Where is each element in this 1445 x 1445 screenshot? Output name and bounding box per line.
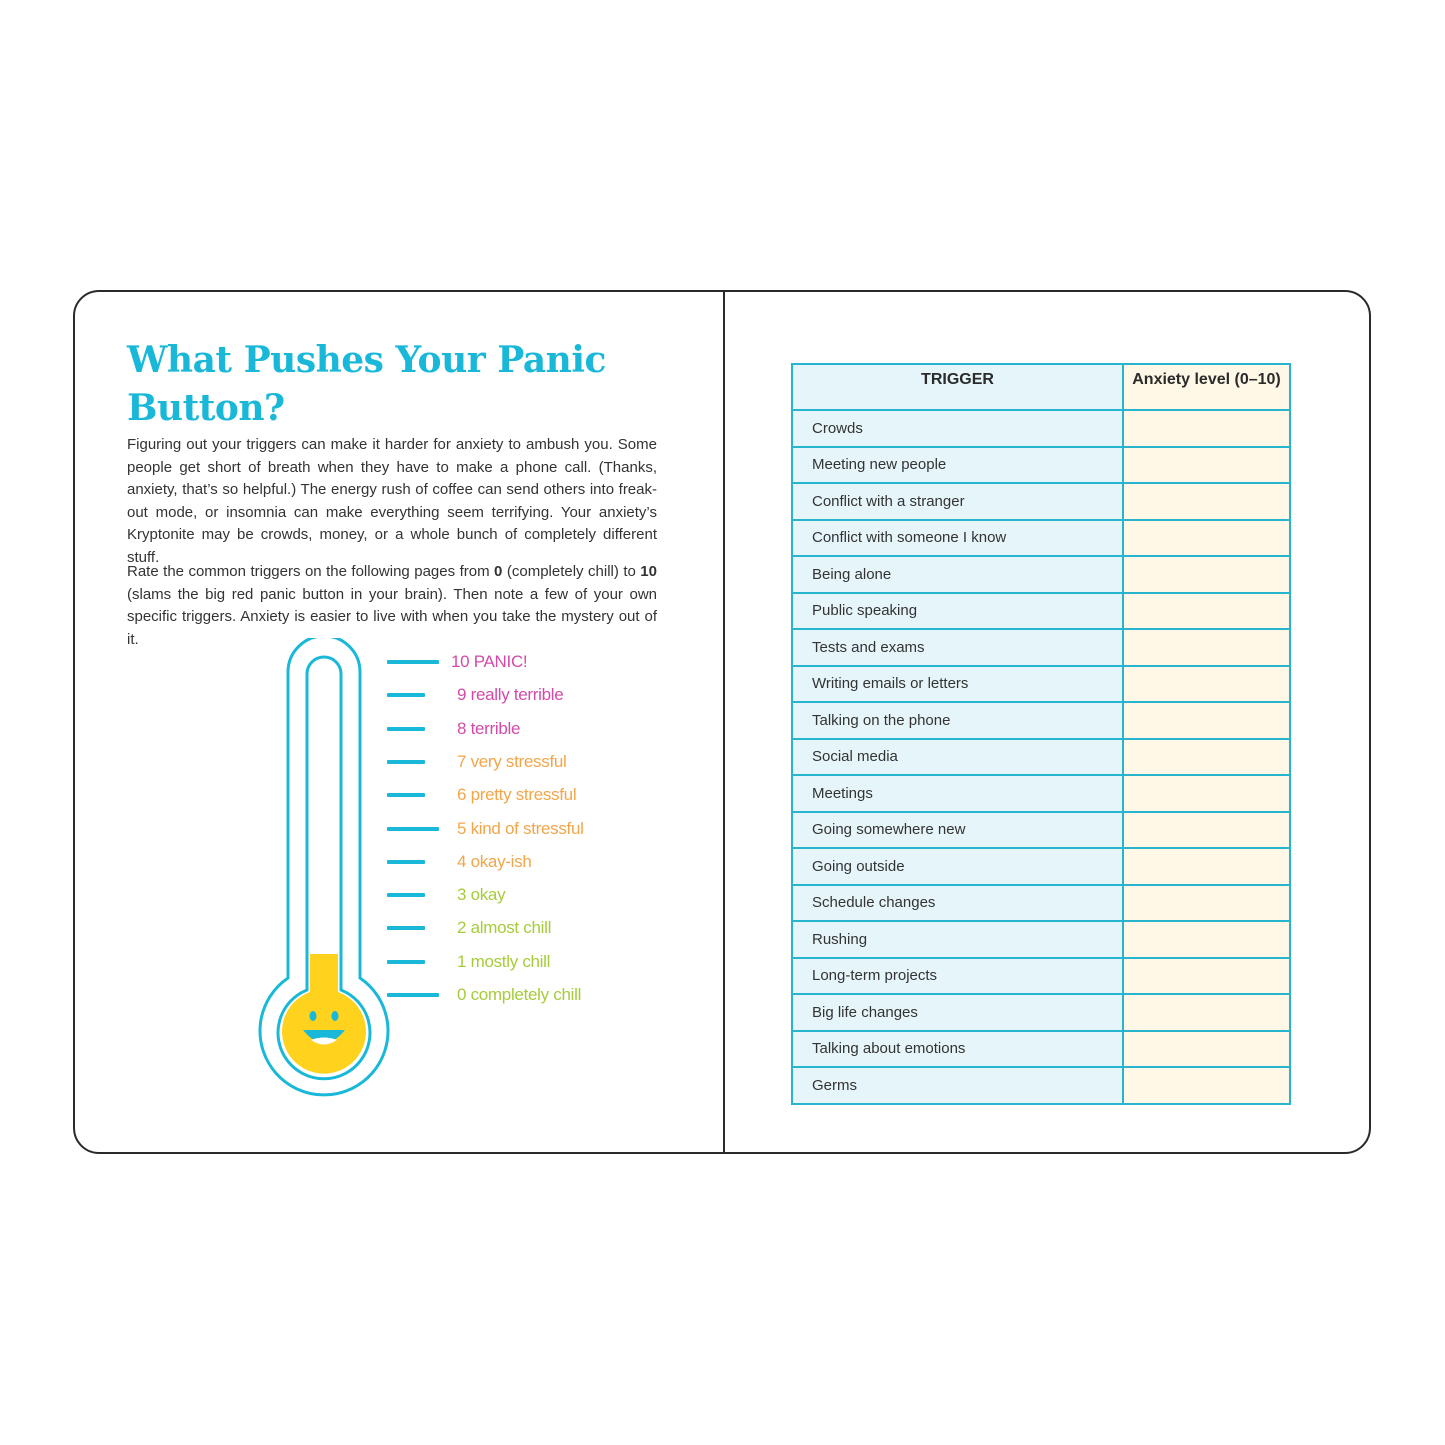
table-row [792,629,1290,666]
scale-label: 3 okay [457,885,506,905]
anxiety-level-input-cell[interactable] [1123,775,1290,812]
trigger-cell: Conflict with someone I know [792,520,1123,557]
trigger-cell: Meetings [792,775,1123,812]
trigger-cell: Going outside [792,848,1123,885]
instructions-min: 0 [494,563,503,580]
trigger-cell: Being alone [792,556,1123,593]
trigger-cell: Big life changes [792,994,1123,1031]
anxiety-level-input-cell[interactable] [1123,629,1290,666]
table-row [792,520,1290,557]
book-spread [73,290,1371,1154]
trigger-cell: Social media [792,739,1123,776]
scale-label: 6 pretty stressful [457,785,577,805]
table-row [792,958,1290,995]
trigger-table [791,363,1291,1105]
table-row [792,739,1290,776]
instructions-text-a: Rate the common triggers on the following pages from [127,563,495,580]
anxiety-level-input-cell[interactable] [1123,410,1290,447]
table-row [792,885,1290,922]
anxiety-level-input-cell[interactable] [1123,1067,1290,1104]
scale-tick [387,960,425,964]
table-row [792,1031,1290,1068]
anxiety-level-input-cell[interactable] [1123,885,1290,922]
trigger-cell: Schedule changes [792,885,1123,922]
anxiety-level-input-cell[interactable] [1123,848,1290,885]
table-row [792,1067,1290,1104]
thermometer-mercury [282,954,366,1074]
scale-label: 2 almost chill [457,918,552,938]
column-header-anxiety-level: Anxiety level (0–10) [1123,364,1290,410]
instructions-text-e: (slams the big red panic button in your brain). Then note a few of your own specific triggers. Anxiety is easier to live with when you take the mystery out of it. [127,585,657,648]
table-row [792,447,1290,484]
trigger-cell: Public speaking [792,593,1123,630]
trigger-cell: Talking about emotions [792,1031,1123,1068]
scale-label: 7 very stressful [457,751,567,771]
table-row [792,593,1290,630]
scale-label: 5 kind of stressful [457,818,584,838]
thermometer-illustration [255,638,395,1108]
book-spine [723,292,725,1152]
trigger-cell: Conflict with a stranger [792,483,1123,520]
scale-tick [387,727,425,731]
instructions-max: 10 [640,563,657,580]
instructions-text-c: (completely chill) to [502,563,641,580]
trigger-cell: Talking on the phone [792,702,1123,739]
anxiety-level-input-cell[interactable] [1123,1031,1290,1068]
trigger-cell: Crowds [792,410,1123,447]
scale-tick [387,660,439,664]
scale-label: 8 terrible [457,718,521,738]
trigger-cell: Long-term projects [792,958,1123,995]
anxiety-level-input-cell[interactable] [1123,556,1290,593]
scale-label: 9 really terrible [457,685,564,705]
table-row [792,702,1290,739]
trigger-cell: Going somewhere new [792,812,1123,849]
scale-tick [387,893,425,897]
trigger-cell: Rushing [792,921,1123,958]
table-row [792,812,1290,849]
anxiety-level-input-cell[interactable] [1123,593,1290,630]
anxiety-level-input-cell[interactable] [1123,958,1290,995]
trigger-cell: Meeting new people [792,447,1123,484]
table-row [792,848,1290,885]
anxiety-level-input-cell[interactable] [1123,447,1290,484]
column-header-trigger: TRIGGER [792,364,1123,410]
scale-tick [387,926,425,930]
scale-tick [387,993,439,997]
table-body [792,410,1290,1104]
trigger-cell: Germs [792,1067,1123,1104]
trigger-cell: Tests and exams [792,629,1123,666]
anxiety-level-input-cell[interactable] [1123,483,1290,520]
anxiety-level-input-cell[interactable] [1123,994,1290,1031]
anxiety-level-input-cell[interactable] [1123,812,1290,849]
anxiety-level-input-cell[interactable] [1123,666,1290,703]
table-row [792,994,1290,1031]
table-row [792,775,1290,812]
scale-tick [387,793,425,797]
scale-tick [387,860,425,864]
table-row [792,666,1290,703]
scale-tick [387,760,425,764]
trigger-cell: Writing emails or letters [792,666,1123,703]
table-row [792,556,1290,593]
scale-label: 0 completely chill [457,985,582,1004]
anxiety-level-input-cell[interactable] [1123,702,1290,739]
anxiety-level-input-cell[interactable] [1123,921,1290,958]
scale-label: 4 okay-ish [457,851,532,871]
table-row [792,921,1290,958]
scale-tick [387,827,439,831]
table-row [792,410,1290,447]
intro-paragraph: Figuring out your triggers can make it harder for anxiety to ambush you. Some people get short of breath when they have to make a phone call. (Thanks, anxiety, that’s so helpful.) The energy rush of coffee can send others into freak-out mode, or insomnia can make everything seem terrifying. Your anxiety’s Kryptonite may be crowds, money, or a whole bunch of completely different stuff. [127,436,657,566]
anxiety-level-input-cell[interactable] [1123,739,1290,776]
scale-tick [387,693,425,697]
page-title: What Pushes Your Panic Button? [127,339,606,429]
table-header-row [792,364,1290,410]
scale-label: 1 mostly chill [457,951,551,971]
scale-label: 10 PANIC! [451,652,528,671]
anxiety-level-input-cell[interactable] [1123,520,1290,557]
table-row [792,483,1290,520]
